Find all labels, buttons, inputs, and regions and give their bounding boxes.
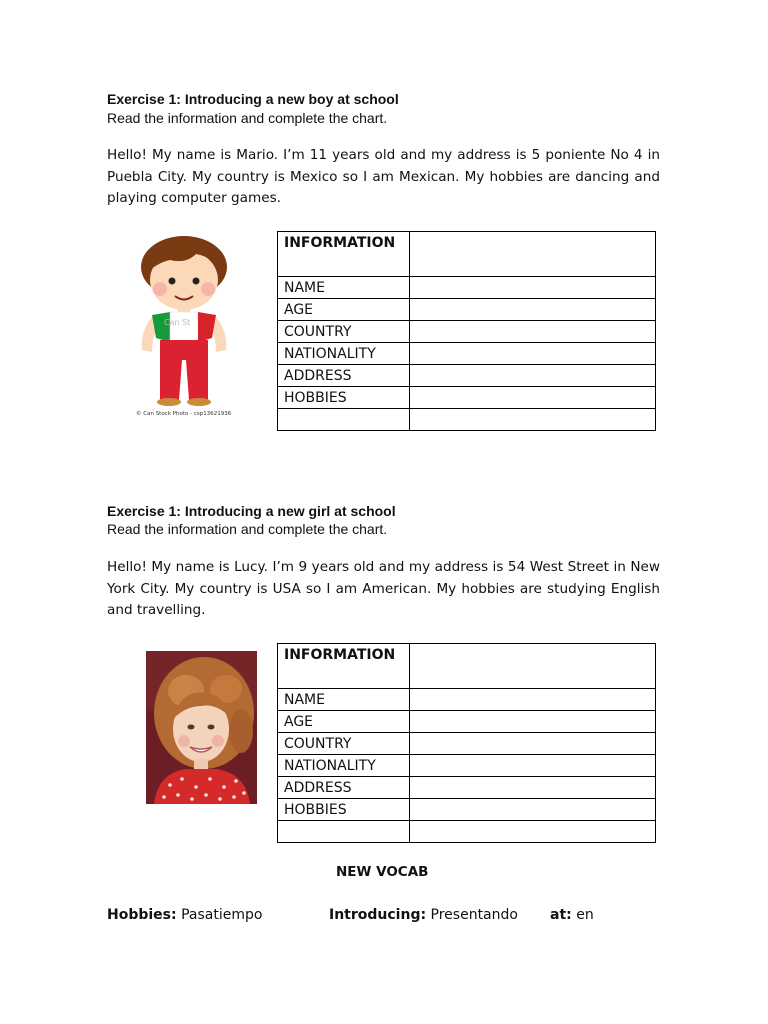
table-header-label: INFORMATION bbox=[278, 644, 410, 689]
girl-portrait bbox=[146, 651, 257, 804]
table-row bbox=[278, 733, 656, 755]
table-answer-cell[interactable] bbox=[410, 711, 656, 733]
table-answer-cell[interactable] bbox=[410, 733, 656, 755]
vocab-item bbox=[107, 907, 262, 923]
table-answer-cell[interactable] bbox=[410, 689, 656, 711]
boy-cartoon-image bbox=[134, 232, 234, 417]
exercise-2-paragraph: Hello! My name is Lucy. I’m 9 years old and my address is 54 West Street in New York City. My country is USA so I am American. My hobbies are studying English and travelling. bbox=[107, 559, 660, 618]
boy-image-caption: © Can Stock Photo - csp13621936 bbox=[136, 411, 232, 417]
table-row bbox=[278, 689, 656, 711]
table-row bbox=[278, 821, 656, 843]
boy-illustration bbox=[134, 232, 234, 417]
table-row bbox=[278, 343, 656, 365]
exercise-2-instruction: Read the information and complete the chart. bbox=[107, 521, 388, 537]
row-label: COUNTRY bbox=[278, 321, 410, 343]
row-label: HOBBIES bbox=[278, 387, 410, 409]
table-row bbox=[278, 711, 656, 733]
row-label: NAME bbox=[278, 277, 410, 299]
table-answer-cell[interactable] bbox=[410, 299, 656, 321]
table-row bbox=[278, 777, 656, 799]
table-row bbox=[278, 277, 656, 299]
table-row bbox=[278, 409, 656, 431]
vocab-term: at: bbox=[550, 907, 572, 923]
table-answer-cell[interactable] bbox=[410, 821, 656, 843]
table-answer-cell[interactable] bbox=[410, 644, 656, 689]
table-answer-cell[interactable] bbox=[410, 365, 656, 387]
row-label: AGE bbox=[278, 711, 410, 733]
table-header-row bbox=[278, 232, 656, 277]
table-answer-cell[interactable] bbox=[410, 755, 656, 777]
table-answer-cell[interactable] bbox=[410, 409, 656, 431]
table-row bbox=[278, 365, 656, 387]
vocab-meaning: Presentando bbox=[430, 907, 518, 923]
exercise-2-title: Exercise 1: Introducing a new girl at school bbox=[107, 503, 396, 519]
info-table bbox=[277, 643, 656, 843]
row-label[interactable] bbox=[278, 821, 410, 843]
table-row bbox=[278, 799, 656, 821]
row-label: ADDRESS bbox=[278, 365, 410, 387]
table-answer-cell[interactable] bbox=[410, 387, 656, 409]
row-label: NAME bbox=[278, 689, 410, 711]
boy-watermark: Can St bbox=[164, 318, 191, 327]
row-label: COUNTRY bbox=[278, 733, 410, 755]
table-header-label: INFORMATION bbox=[278, 232, 410, 277]
table-answer-cell[interactable] bbox=[410, 777, 656, 799]
vocab-term: Introducing: bbox=[329, 907, 427, 923]
table-answer-cell[interactable] bbox=[410, 343, 656, 365]
row-label: NATIONALITY bbox=[278, 755, 410, 777]
exercise-1-title: Exercise 1: Introducing a new boy at school bbox=[107, 91, 399, 107]
girl-portrait-image bbox=[146, 651, 257, 804]
exercise-1-instruction: Read the information and complete the chart. bbox=[107, 110, 388, 126]
table-row bbox=[278, 299, 656, 321]
exercise-1-chart bbox=[277, 231, 656, 431]
table-row bbox=[278, 755, 656, 777]
exercise-2-chart bbox=[277, 643, 656, 843]
vocab-term: Hobbies: bbox=[107, 907, 177, 923]
vocab-item bbox=[329, 907, 518, 923]
vocab-meaning: en bbox=[576, 907, 594, 923]
vocab-title: NEW VOCAB bbox=[336, 864, 429, 880]
info-table bbox=[277, 231, 656, 431]
table-answer-cell[interactable] bbox=[410, 232, 656, 277]
row-label[interactable] bbox=[278, 409, 410, 431]
table-header-row bbox=[278, 644, 656, 689]
exercise-1-paragraph: Hello! My name is Mario. I’m 11 years old and my address is 5 poniente No 4 in Puebla City. My country is Mexico so I am Mexican. My hobbies are dancing and playing computer games. bbox=[107, 147, 660, 206]
vocab-item bbox=[550, 907, 594, 923]
table-row bbox=[278, 321, 656, 343]
row-label: HOBBIES bbox=[278, 799, 410, 821]
table-row bbox=[278, 387, 656, 409]
row-label: ADDRESS bbox=[278, 777, 410, 799]
table-answer-cell[interactable] bbox=[410, 799, 656, 821]
row-label: NATIONALITY bbox=[278, 343, 410, 365]
table-answer-cell[interactable] bbox=[410, 277, 656, 299]
vocab-meaning: Pasatiempo bbox=[181, 907, 263, 923]
table-answer-cell[interactable] bbox=[410, 321, 656, 343]
row-label: AGE bbox=[278, 299, 410, 321]
